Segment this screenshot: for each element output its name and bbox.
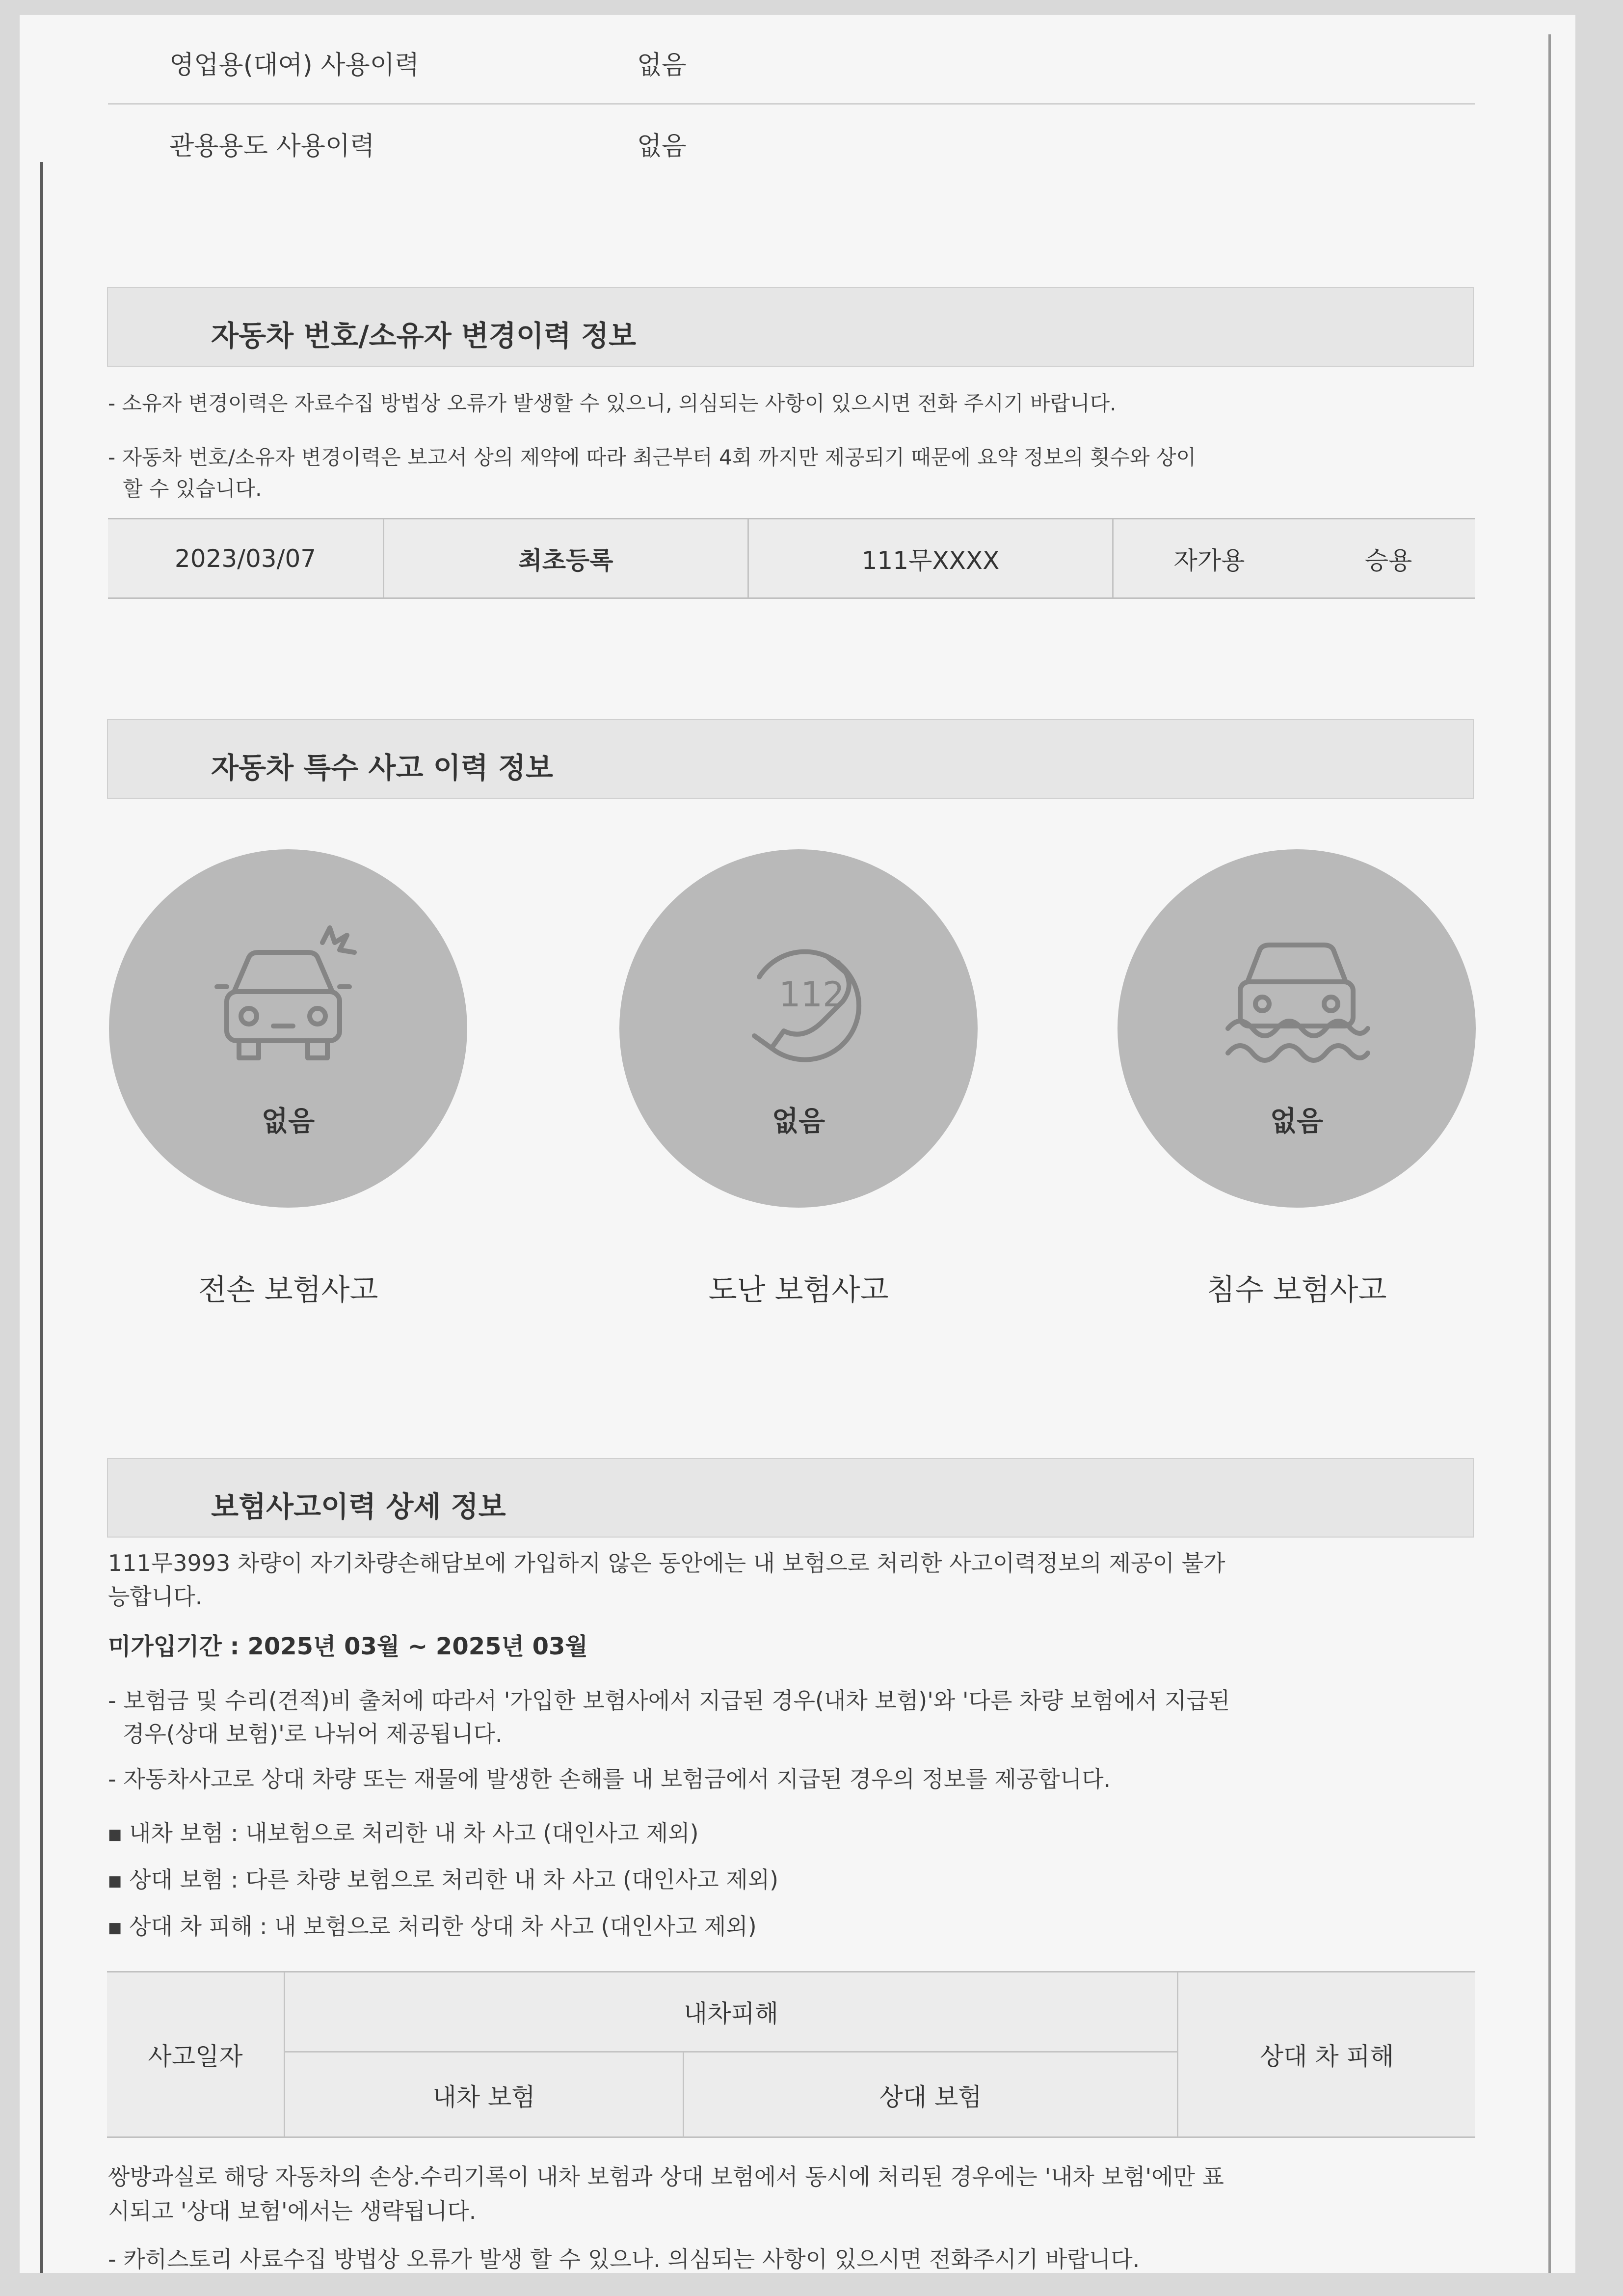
col-other-damage: 상대 차 피해 — [1259, 2042, 1394, 2071]
owner-history-header — [107, 287, 1474, 367]
theft-caption: 도난 보험사고 — [708, 1273, 889, 1307]
document-page — [20, 15, 1575, 2273]
owner-note-2-line1: - 자동차 번호/소유자 변경이력은 보고서 상의 제약에 따라 최근부터 4회 까지만 제공되기 때문에 요약 정보의 횟수와 상이 — [108, 445, 1197, 469]
owner-history-title: 자동차 번호/소유자 변경이력 정보 — [211, 319, 637, 352]
detail-intro-line2: 능합니다. — [108, 1583, 203, 1610]
left-margin-line — [40, 162, 43, 2273]
detail-note2: - 자동차사고로 상대 차량 또는 재물에 발생한 손해를 내 보험금에서 지급된 경우의 정보를 제공합니다. — [108, 1766, 1111, 1792]
bullet-item: ■ 상대 차 피해 : 내 보험으로 처리한 상대 차 사고 (대인사고 제외) — [108, 1913, 757, 1940]
usage-rental-label: 영업용(대여) 사용이력 — [169, 51, 420, 80]
usage-government-value: 없음 — [637, 132, 687, 161]
usage-divider — [108, 103, 1475, 105]
total-loss-caption: 전손 보험사고 — [198, 1273, 378, 1307]
phone-112-number: 112 — [779, 974, 845, 1015]
col-own-insurance: 내차 보험 — [432, 2083, 535, 2111]
col-accident-date: 사고일자 — [148, 2042, 243, 2071]
owner-note-1: - 소유자 변경이력은 자료수집 방법상 오류가 발생할 수 있으니, 의심되는 사항이 있으시면 전화 주시기 바랍니다. — [108, 391, 1117, 415]
owner-row-date: 2023/03/07 — [174, 544, 317, 573]
detail-intro-line1: 111무3993 차량이 자기차량손해담보에 가입하지 않은 동안에는 내 보험으로 처리한 사고이력정보의 제공이 불가 — [108, 1550, 1225, 1576]
bullet-other-damage: 상대 차 피해 : 내 보험으로 처리한 상대 차 사고 (대인사고 제외) — [129, 1913, 757, 1940]
theft-value: 없음 — [772, 1106, 825, 1137]
car-flood-icon — [1223, 923, 1370, 1070]
footer-note: - 카히스토리 사료수집 방법상 오류가 발생 할 수 있으나. 의심되는 사항이 있으시면 전화주시기 바랍니다. — [108, 2246, 1140, 2272]
bullet-item: ■ 내차 보험 : 내보험으로 처리한 내 차 사고 (대인사고 제외) — [108, 1820, 699, 1846]
detail-note1-line2: 경우(상대 보험)'로 나뉘어 제공됩니다. — [123, 1721, 503, 1747]
special-accident-title: 자동차 특수 사고 이력 정보 — [211, 751, 554, 784]
usage-rental-value: 없음 — [637, 51, 687, 80]
owner-row-type: 승용 — [1364, 546, 1412, 575]
owner-row-use: 자가용 — [1173, 546, 1245, 575]
owner-note-2-line2: 할 수 있습니다. — [123, 477, 262, 501]
insurance-detail-title: 보험사고이력 상세 정보 — [211, 1490, 506, 1523]
usage-government-label: 관용용도 사용이력 — [169, 132, 375, 161]
col-own-damage: 내차피해 — [683, 1999, 779, 2028]
owner-row-plate: 111무XXXX — [861, 546, 1000, 575]
right-margin-line — [1548, 34, 1551, 2273]
theft-circle — [619, 849, 978, 1208]
col-other-insurance: 상대 보험 — [879, 2083, 982, 2111]
insurance-detail-table — [107, 1971, 1475, 2138]
car-crash-icon — [214, 923, 362, 1070]
footer-line2: 시되고 '상대 보험'에서는 생략됩니다. — [108, 2198, 477, 2224]
insurance-detail-header — [107, 1458, 1474, 1538]
footer-line1: 쌍방과실로 해당 자동차의 손상.수리기록이 내차 보험과 상대 보험에서 동시에 처리된 경우에는 '내차 보험'에만 표 — [108, 2163, 1224, 2190]
total-loss-circle — [109, 849, 467, 1208]
bullet-item: ■ 상대 보험 : 다른 차량 보험으로 처리한 내 차 사고 (대인사고 제외) — [108, 1866, 779, 1893]
flood-caption: 침수 보험사고 — [1206, 1273, 1387, 1307]
detail-note1-line1: - 보험금 및 수리(견적)비 출처에 따라서 '가입한 보험사에서 지급된 경우(내차 보험)'와 '다른 차량 보험에서 지급된 — [108, 1687, 1230, 1714]
special-accident-header — [107, 719, 1474, 799]
flood-value: 없음 — [1270, 1106, 1324, 1137]
flood-circle — [1117, 849, 1476, 1208]
uninsured-period: 미가입기간 : 2025년 03월 ~ 2025년 03월 — [108, 1633, 588, 1660]
total-loss-value: 없음 — [261, 1106, 315, 1137]
owner-history-row — [108, 518, 1475, 599]
bullet-other-insurance: 상대 보험 : 다른 차량 보험으로 처리한 내 차 사고 (대인사고 제외) — [129, 1866, 779, 1893]
bullet-own-insurance: 내차 보험 : 내보험으로 처리한 내 차 사고 (대인사고 제외) — [129, 1820, 699, 1846]
phone-112-icon — [725, 923, 872, 1070]
owner-row-event: 최초등록 — [518, 546, 613, 575]
